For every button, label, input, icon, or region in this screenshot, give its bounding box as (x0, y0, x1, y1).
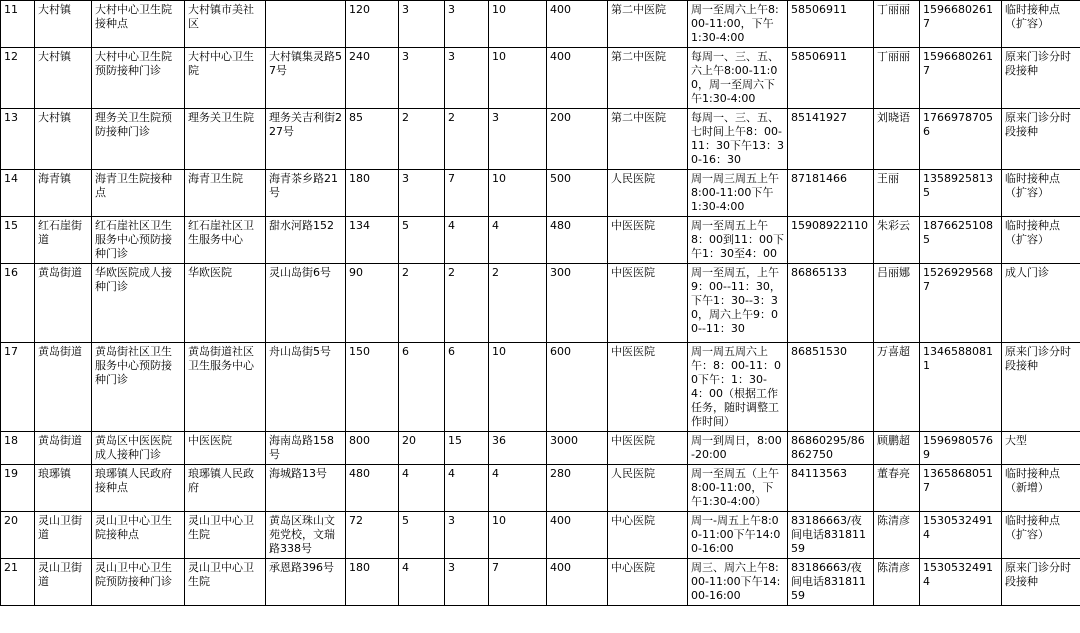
table-row (1, 170, 1080, 217)
contact-person-cell: 丁丽丽 (874, 1, 920, 48)
count-cell-2: 6 (445, 343, 489, 432)
mobile-cell: 13658680517 (920, 465, 1002, 512)
address-cell: 海南岛路158号 (266, 432, 346, 465)
row-number-cell: 20 (1, 512, 35, 559)
town-cell: 大村镇 (35, 109, 92, 170)
phone-cell: 58506911 (788, 1, 874, 48)
count-cell-3: 10 (489, 1, 547, 48)
count-cell-1: 2 (399, 109, 445, 170)
note-cell: 原来门诊分时段接种 (1002, 48, 1080, 109)
site-name-cell: 黄岛区中医医院成人接种门诊 (92, 432, 185, 465)
partner-hospital-cell: 第二中医院 (608, 48, 688, 109)
partner-hospital-cell: 中医医院 (608, 217, 688, 264)
service-hours-cell: 周一周五周六上午：8：00-11：00下午：1：30-4：00（根据工作任务，随时调整工作时间） (688, 343, 788, 432)
address-cell: 甜水河路152 (266, 217, 346, 264)
count-cell-4: 3000 (547, 432, 608, 465)
town-cell: 大村镇 (35, 1, 92, 48)
count-cell-4: 500 (547, 170, 608, 217)
service-hours-cell: 周一至周五，上午9：00--11：30，下午1：30--3：30，周六上午9：00--11：30 (688, 264, 788, 343)
mobile-cell: 15969805769 (920, 432, 1002, 465)
count-cell-4: 400 (547, 559, 608, 606)
table-row (1, 217, 1080, 264)
site-name-cell: 大村中心卫生院预防接种门诊 (92, 48, 185, 109)
site-name-cell: 大村中心卫生院接种点 (92, 1, 185, 48)
organization-cell: 大村中心卫生院 (185, 48, 266, 109)
row-number-cell: 15 (1, 217, 35, 264)
mobile-cell: 17669787056 (920, 109, 1002, 170)
capacity-cell: 240 (346, 48, 399, 109)
partner-hospital-cell: 中医医院 (608, 264, 688, 343)
count-cell-1: 5 (399, 217, 445, 264)
count-cell-2: 4 (445, 465, 489, 512)
phone-cell: 86851530 (788, 343, 874, 432)
row-number-cell: 11 (1, 1, 35, 48)
count-cell-2: 3 (445, 559, 489, 606)
address-cell: 承恩路396号 (266, 559, 346, 606)
table-row (1, 559, 1080, 606)
count-cell-3: 10 (489, 512, 547, 559)
organization-cell: 灵山卫中心卫生院 (185, 512, 266, 559)
town-cell: 海青镇 (35, 170, 92, 217)
count-cell-3: 36 (489, 432, 547, 465)
contact-person-cell: 董春亮 (874, 465, 920, 512)
mobile-cell: 15966802617 (920, 48, 1002, 109)
table-row (1, 264, 1080, 343)
partner-hospital-cell: 中医医院 (608, 432, 688, 465)
phone-cell: 83186663/夜间电话83181159 (788, 512, 874, 559)
count-cell-4: 300 (547, 264, 608, 343)
count-cell-3: 3 (489, 109, 547, 170)
service-hours-cell: 每周一、三、五、七时间上午8：00-11：30下午13：30-16：30 (688, 109, 788, 170)
count-cell-1: 4 (399, 465, 445, 512)
row-number-cell: 19 (1, 465, 35, 512)
partner-hospital-cell: 第二中医院 (608, 109, 688, 170)
capacity-cell: 72 (346, 512, 399, 559)
count-cell-4: 280 (547, 465, 608, 512)
contact-person-cell: 陈清彦 (874, 512, 920, 559)
phone-cell: 86865133 (788, 264, 874, 343)
count-cell-1: 20 (399, 432, 445, 465)
count-cell-3: 10 (489, 170, 547, 217)
site-name-cell: 灵山卫中心卫生院接种点 (92, 512, 185, 559)
contact-person-cell: 万喜超 (874, 343, 920, 432)
mobile-cell: 13465880811 (920, 343, 1002, 432)
phone-cell: 86860295/86862750 (788, 432, 874, 465)
organization-cell: 华欧医院 (185, 264, 266, 343)
partner-hospital-cell: 中心医院 (608, 559, 688, 606)
count-cell-1: 3 (399, 1, 445, 48)
count-cell-1: 3 (399, 48, 445, 109)
mobile-cell: 15269295687 (920, 264, 1002, 343)
count-cell-3: 10 (489, 343, 547, 432)
organization-cell: 大村镇市美社区 (185, 1, 266, 48)
contact-person-cell: 吕丽娜 (874, 264, 920, 343)
phone-cell: 83186663/夜间电话83181159 (788, 559, 874, 606)
phone-cell: 58506911 (788, 48, 874, 109)
organization-cell: 理务关卫生院 (185, 109, 266, 170)
note-cell: 临时接种点（扩容） (1002, 217, 1080, 264)
partner-hospital-cell: 人民医院 (608, 170, 688, 217)
table-row (1, 465, 1080, 512)
count-cell-4: 400 (547, 48, 608, 109)
organization-cell: 红石崖社区卫生服务中心 (185, 217, 266, 264)
address-cell: 大村镇集灵路57号 (266, 48, 346, 109)
note-cell: 原来门诊分时段接种 (1002, 343, 1080, 432)
site-name-cell: 黄岛街社区卫生服务中心预防接种门诊 (92, 343, 185, 432)
site-name-cell: 华欧医院成人接种门诊 (92, 264, 185, 343)
service-hours-cell: 周一至周六上午8:00-11:00，下午1:30-4:00 (688, 1, 788, 48)
contact-person-cell: 刘晓语 (874, 109, 920, 170)
count-cell-2: 15 (445, 432, 489, 465)
service-hours-cell: 周一至周五上午8：00到11：00下午1：30至4：00 (688, 217, 788, 264)
capacity-cell: 134 (346, 217, 399, 264)
site-name-cell: 灵山卫中心卫生院预防接种门诊 (92, 559, 185, 606)
capacity-cell: 180 (346, 559, 399, 606)
address-cell (266, 1, 346, 48)
row-number-cell: 16 (1, 264, 35, 343)
capacity-cell: 90 (346, 264, 399, 343)
mobile-cell: 13589258135 (920, 170, 1002, 217)
service-hours-cell: 周一至周五（上午8:00-11:00，下午1:30-4:00） (688, 465, 788, 512)
mobile-cell: 15305324914 (920, 512, 1002, 559)
count-cell-4: 480 (547, 217, 608, 264)
count-cell-4: 400 (547, 1, 608, 48)
service-hours-cell: 周三、周六上午8:00-11:00下午14:00-16:00 (688, 559, 788, 606)
count-cell-1: 6 (399, 343, 445, 432)
note-cell: 临时接种点（扩容） (1002, 170, 1080, 217)
note-cell: 临时接种点（扩容） (1002, 1, 1080, 48)
town-cell: 琅琊镇 (35, 465, 92, 512)
contact-person-cell: 顾鹏超 (874, 432, 920, 465)
partner-hospital-cell: 第二中医院 (608, 1, 688, 48)
count-cell-1: 3 (399, 170, 445, 217)
address-cell: 黄岛区珠山文苑党校，文瑞路338号 (266, 512, 346, 559)
table-row (1, 109, 1080, 170)
service-hours-cell: 每周一、三、五、六上午8:00-11:00，周一至周六下午1:30-4:00 (688, 48, 788, 109)
address-cell: 海青茶乡路21号 (266, 170, 346, 217)
site-name-cell: 理务关卫生院预防接种门诊 (92, 109, 185, 170)
contact-person-cell: 朱彩云 (874, 217, 920, 264)
partner-hospital-cell: 人民医院 (608, 465, 688, 512)
capacity-cell: 800 (346, 432, 399, 465)
count-cell-1: 4 (399, 559, 445, 606)
phone-cell: 84113563 (788, 465, 874, 512)
capacity-cell: 120 (346, 1, 399, 48)
count-cell-1: 5 (399, 512, 445, 559)
phone-cell: 87181466 (788, 170, 874, 217)
count-cell-2: 3 (445, 48, 489, 109)
count-cell-2: 3 (445, 512, 489, 559)
row-number-cell: 18 (1, 432, 35, 465)
count-cell-2: 7 (445, 170, 489, 217)
site-name-cell: 海青卫生院接种点 (92, 170, 185, 217)
note-cell: 成人门诊 (1002, 264, 1080, 343)
site-name-cell: 红石崖社区卫生服务中心预防接种门诊 (92, 217, 185, 264)
row-number-cell: 13 (1, 109, 35, 170)
table-row (1, 432, 1080, 465)
note-cell: 临时接种点（新增） (1002, 465, 1080, 512)
count-cell-2: 3 (445, 1, 489, 48)
count-cell-4: 200 (547, 109, 608, 170)
mobile-cell: 15305324914 (920, 559, 1002, 606)
partner-hospital-cell: 中医医院 (608, 343, 688, 432)
site-name-cell: 琅琊镇人民政府接种点 (92, 465, 185, 512)
town-cell: 红石崖街道 (35, 217, 92, 264)
note-cell: 临时接种点（扩容） (1002, 512, 1080, 559)
row-number-cell: 21 (1, 559, 35, 606)
capacity-cell: 150 (346, 343, 399, 432)
note-cell: 原来门诊分时段接种 (1002, 109, 1080, 170)
row-number-cell: 17 (1, 343, 35, 432)
count-cell-1: 2 (399, 264, 445, 343)
count-cell-3: 2 (489, 264, 547, 343)
town-cell: 黄岛街道 (35, 432, 92, 465)
count-cell-2: 4 (445, 217, 489, 264)
count-cell-4: 600 (547, 343, 608, 432)
mobile-cell: 15966802617 (920, 1, 1002, 48)
address-cell: 理务关吉利街227号 (266, 109, 346, 170)
mobile-cell: 18766251085 (920, 217, 1002, 264)
address-cell: 灵山岛街6号 (266, 264, 346, 343)
organization-cell: 琅琊镇人民政府 (185, 465, 266, 512)
contact-person-cell: 丁丽丽 (874, 48, 920, 109)
town-cell: 灵山卫街道 (35, 512, 92, 559)
table-row (1, 343, 1080, 432)
town-cell: 大村镇 (35, 48, 92, 109)
town-cell: 黄岛街道 (35, 264, 92, 343)
row-number-cell: 12 (1, 48, 35, 109)
town-cell: 灵山卫街道 (35, 559, 92, 606)
table-row (1, 48, 1080, 109)
town-cell: 黄岛街道 (35, 343, 92, 432)
count-cell-3: 10 (489, 48, 547, 109)
organization-cell: 黄岛街道社区卫生服务中心 (185, 343, 266, 432)
capacity-cell: 180 (346, 170, 399, 217)
address-cell: 海城路13号 (266, 465, 346, 512)
table-row (1, 512, 1080, 559)
count-cell-2: 2 (445, 109, 489, 170)
phone-cell: 85141927 (788, 109, 874, 170)
organization-cell: 海青卫生院 (185, 170, 266, 217)
partner-hospital-cell: 中心医院 (608, 512, 688, 559)
service-hours-cell: 周一-周五上午8:00-11:00下午14:00-16:00 (688, 512, 788, 559)
phone-cell: 15908922110 (788, 217, 874, 264)
count-cell-3: 4 (489, 217, 547, 264)
count-cell-3: 4 (489, 465, 547, 512)
row-number-cell: 14 (1, 170, 35, 217)
contact-person-cell: 王丽 (874, 170, 920, 217)
count-cell-2: 2 (445, 264, 489, 343)
capacity-cell: 85 (346, 109, 399, 170)
service-hours-cell: 周一周三周五上午8:00-11:00下午1:30-4:00 (688, 170, 788, 217)
count-cell-4: 400 (547, 512, 608, 559)
service-hours-cell: 周一到周日，8:00-20:00 (688, 432, 788, 465)
organization-cell: 中医医院 (185, 432, 266, 465)
note-cell: 大型 (1002, 432, 1080, 465)
contact-person-cell: 陈清彦 (874, 559, 920, 606)
organization-cell: 灵山卫中心卫生院 (185, 559, 266, 606)
address-cell: 舟山岛街5号 (266, 343, 346, 432)
table-row (1, 1, 1080, 48)
capacity-cell: 480 (346, 465, 399, 512)
count-cell-3: 7 (489, 559, 547, 606)
note-cell: 原来门诊分时段接种 (1002, 559, 1080, 606)
